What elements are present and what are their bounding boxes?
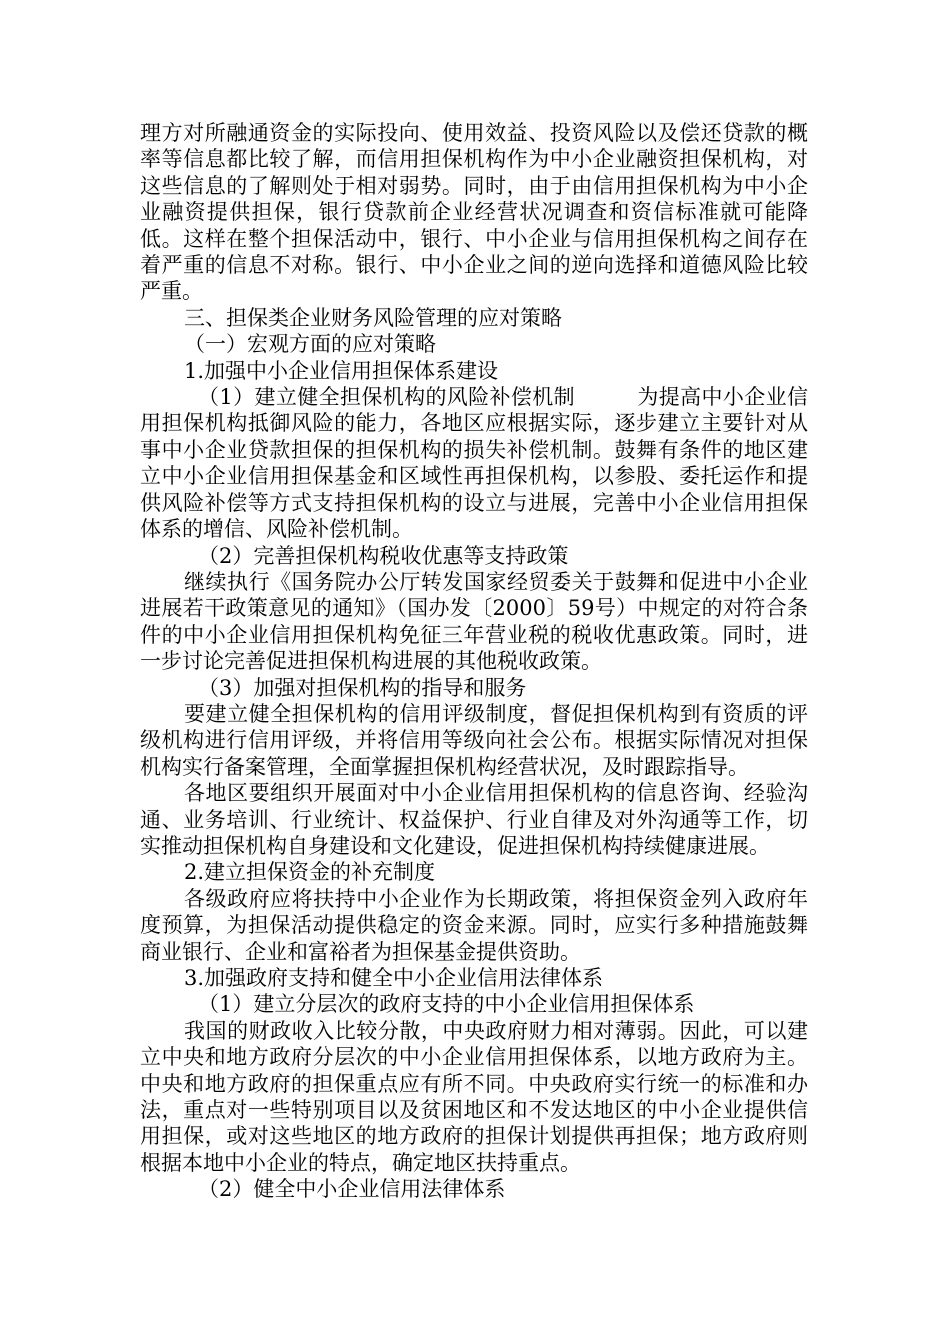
paragraph: 理方对所融通资金的实际投向、使用效益、投资风险以及偿还贷款的概率等信息都比较了解，而信用担保机构作为中小企业融资担保机构，对这些信息的了解则处于相对弱势。同时，由于由信用担保机构为中小企业融资提供担保，银行贷款前企业经营状况调查和资信标准就可能降低。这样在整个担保活动中，银行、中小企业与信用担保机构之间存在着严重的信息不对称。银行、中小企业之间的逆向选择和道德风险比较严重。 [140,121,808,304]
paragraph: 各级政府应将扶持中小企业作为长期政策，将担保资金列入政府年度预算，为担保活动提供稳定的资金来源。同时，应实行多种措施鼓舞商业银行、企业和富裕者为担保基金提供资助。 [140,886,808,964]
sub-item-heading: （1）建立分层次的政府支持的中小企业信用担保体系 [198,992,695,1017]
paragraph [140,384,808,542]
paragraph: 继续执行《国务院办公厅转发国家经贸委关于鼓舞和促进中小企业进展若干政策意见的通知》（国办发〔2000〕59号）中规定的对符合条件的中小企业信用担保机构免征三年营业税的税收优惠政策。同时，进一步讨论完善促进担保机构进展的其他税收政策。 [140,569,808,674]
subsection-heading: （一）宏观方面的应对策略 [184,332,436,357]
paragraph: 我国的财政收入比较分散，中央政府财力相对薄弱。因此，可以建立中央和地方政府分层次的中小企业信用担保体系，以地方政府为主。中央和地方政府的担保重点应有所不同。中央政府实行统一的标准和办法，重点对一些特别项目以及贫困地区和不发达地区的中小企业提供信用担保，或对这些地区的地方政府的担保计划提供再担保；地方政府则根据本地中小企业的特点，确定地区扶持重点。 [140,1018,808,1175]
document-body [140,120,808,1203]
sub-item-heading: （2）健全中小企业信用法律体系 [198,1177,506,1202]
item-heading: 2.建立担保资金的补充制度 [184,860,436,885]
item-heading: 3.加强政府支持和健全中小企业信用法律体系 [184,966,604,990]
sub-item-heading: （3）加强对担保机构的指导和服务 [198,675,527,700]
paragraph-text: 为提高中小企业信用担保机构抵御风险的能力，各地区应根据实际，逐步建立主要针对从事中小企业贷款担保的担保机构的损失补偿机制。鼓舞有条件的地区建立中小企业信用担保基金和区域性再担保机构，以参股、委托运作和提供风险补偿等方式支持担保机构的设立与进展，完善中小企业信用担保体系的增信、风险补偿机制。 [140,385,809,542]
sub-item-heading: （2）完善担保机构税收优惠等支持政策 [198,543,569,568]
paragraph: 要建立健全担保机构的信用评级制度，督促担保机构到有资质的评级机构进行信用评级，并将信用等级向社会公布。根据实际情况对担保机构实行备案管理，全面掌握担保机构经营状况，及时跟踪指导。 [140,701,808,779]
paragraph: 各地区要组织开展面对中小企业信用担保机构的信息咨询、经验沟通、业务培训、行业统计、权益保护、行业自律及对外沟通等工作，切实推动担保机构自身建设和文化建设，促进担保机构持续健康进展。 [140,781,808,858]
item-heading: 1.加强中小企业信用担保体系建设 [184,358,499,383]
sub-item-heading: （1）建立健全担保机构的风险补偿机制 [198,385,576,410]
section-heading: 三、担保类企业财务风险管理的应对策略 [184,305,562,330]
